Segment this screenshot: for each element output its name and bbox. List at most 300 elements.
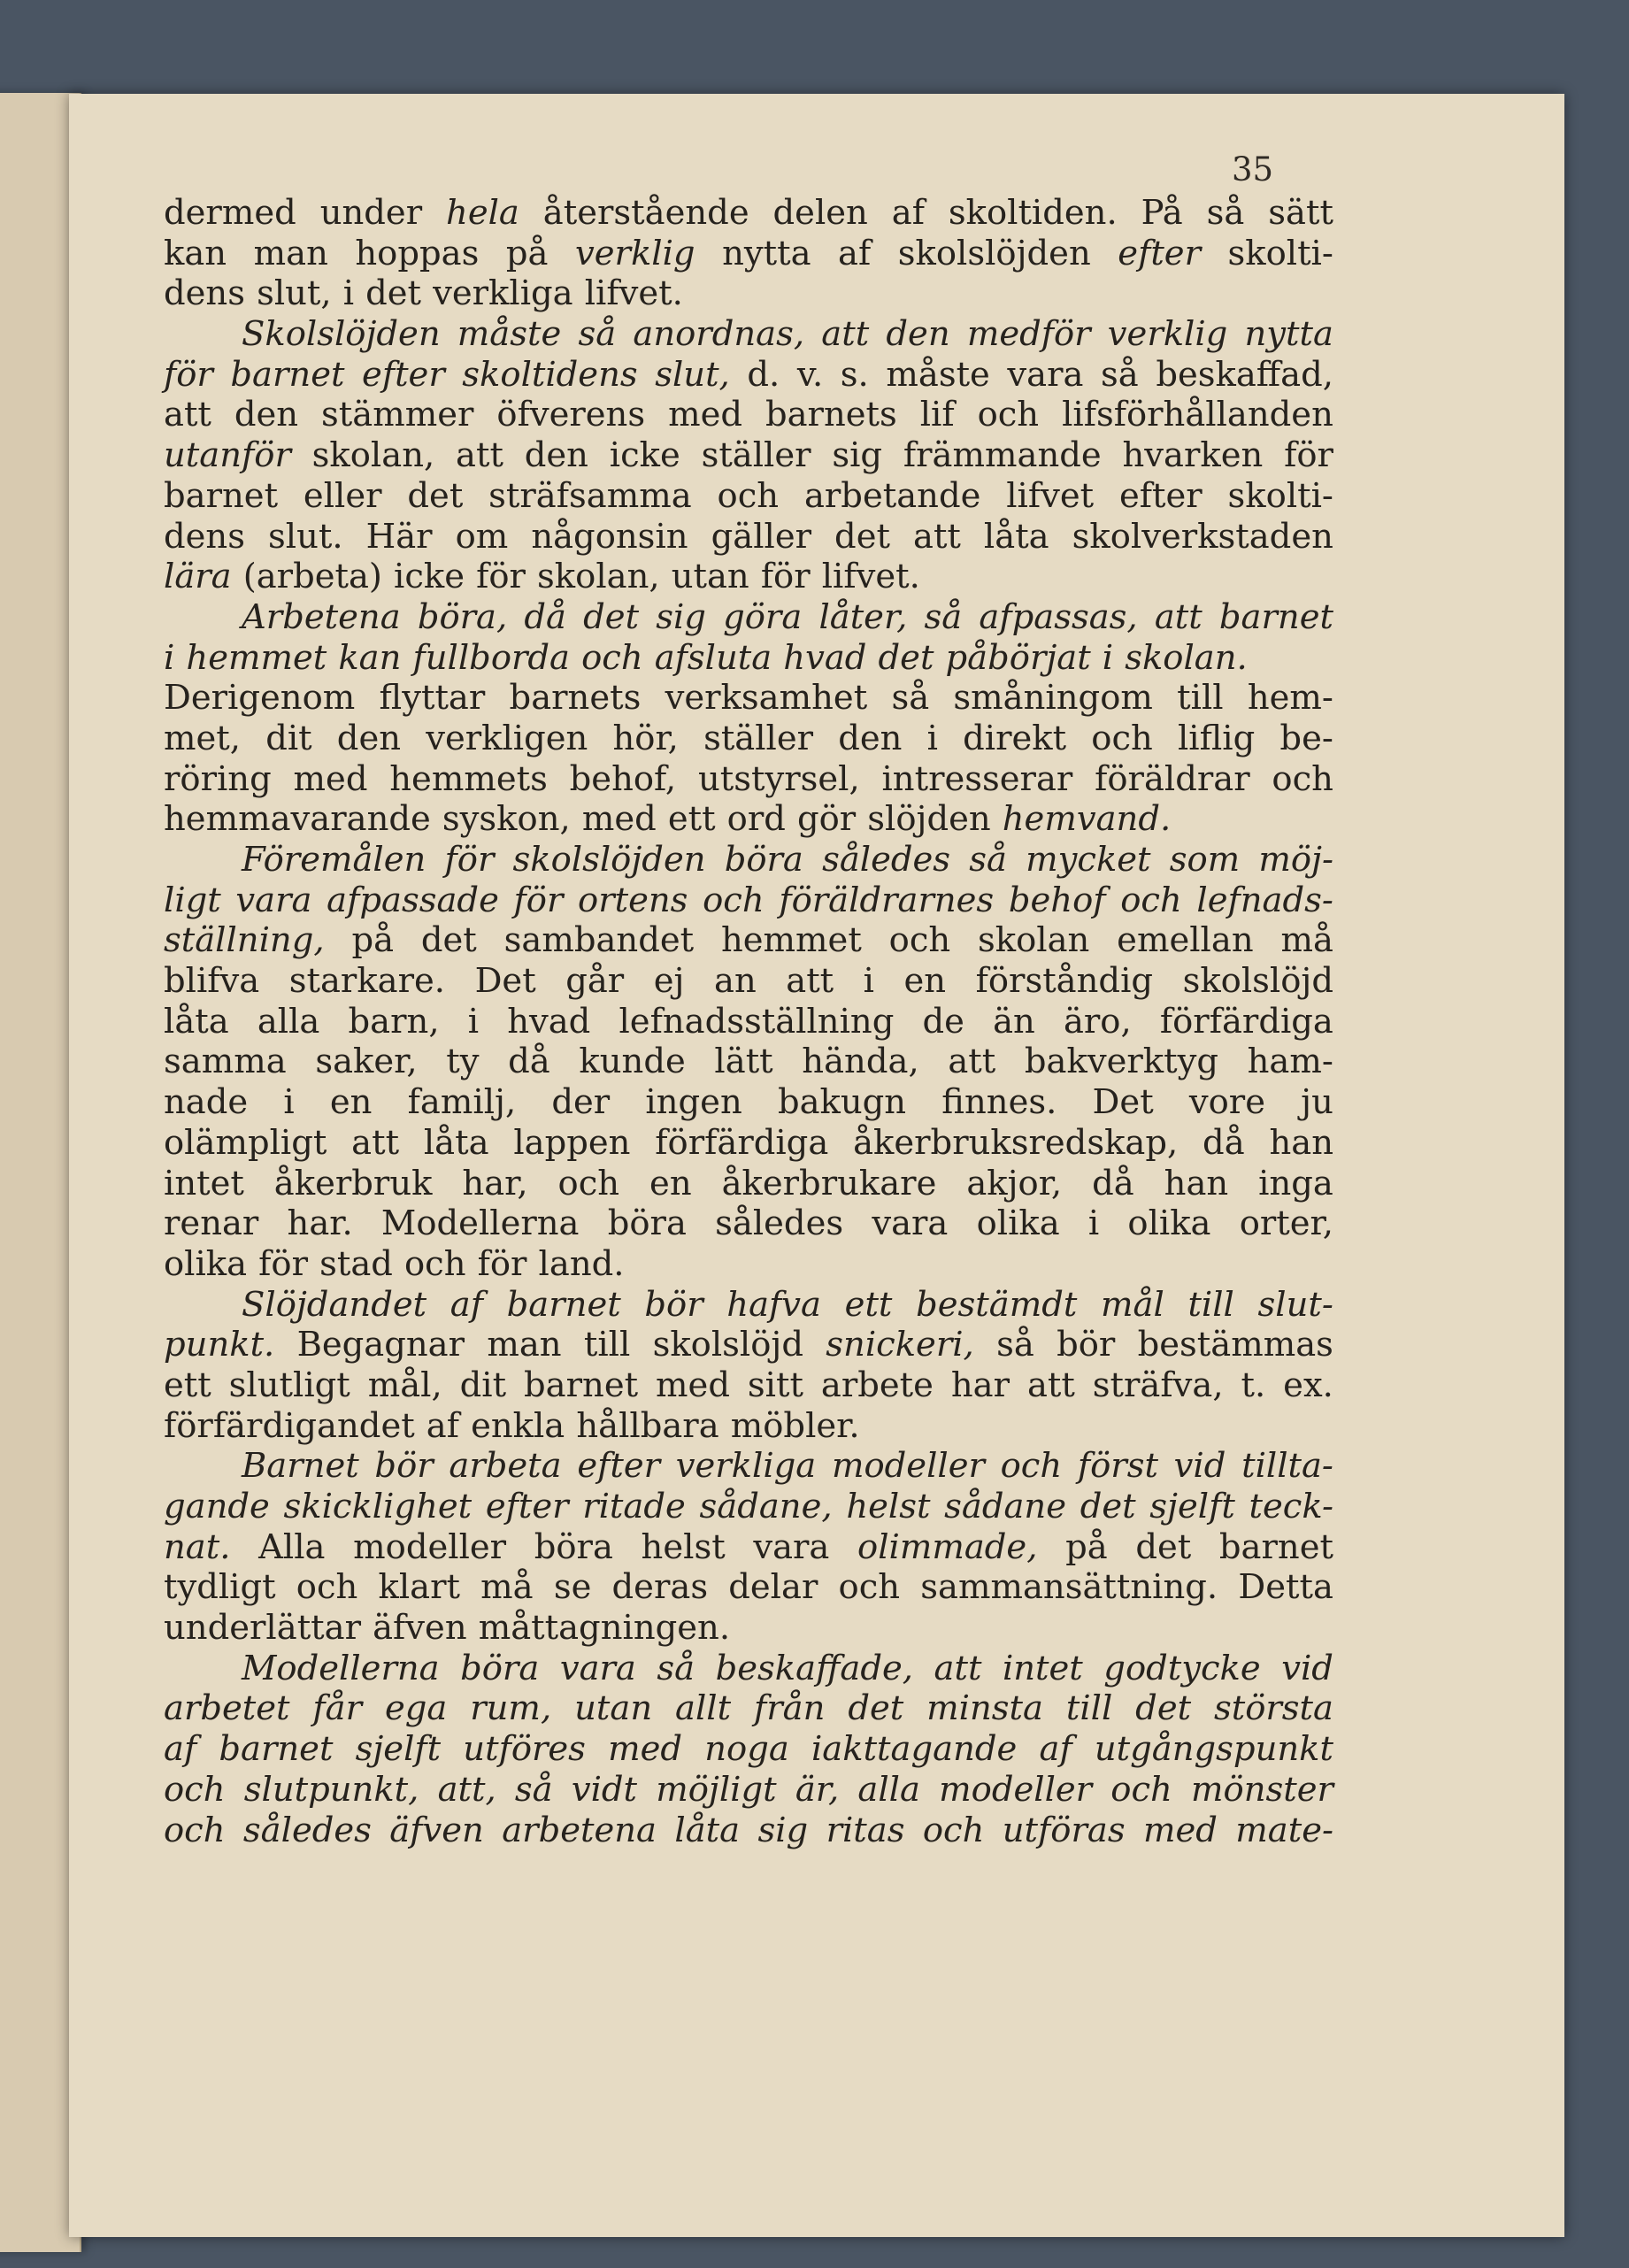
word: sig [832,435,883,476]
word: mål, [367,1365,442,1405]
word: lif [919,395,955,435]
text-line [164,1811,1333,1851]
word: den [838,718,903,758]
word: delar [728,1567,818,1608]
word: först [1077,1446,1158,1487]
word: skolslöjden [897,233,1091,273]
word: till [1065,1688,1113,1729]
word: som [1169,840,1241,880]
word: i [342,273,355,314]
word: skolti- [1227,233,1333,273]
word: helst [846,1487,931,1526]
word: är, [795,1769,840,1810]
word: skolverkstaden [1072,516,1333,557]
word: utföres [463,1729,586,1770]
word: äro, [1063,1001,1132,1042]
word: och [1110,1769,1172,1810]
word: bör [374,1446,434,1487]
text-line [164,557,1333,597]
word: familj, [407,1082,517,1123]
word: slut, [655,354,730,395]
word: modeller [353,1526,507,1567]
word: efter [1118,475,1203,516]
word: ortens [578,880,688,920]
text-line [164,719,1333,759]
word: emellan [1117,920,1254,961]
word: att [456,435,503,476]
word: sätt [1268,193,1333,233]
word: Slöjdandet [242,1284,427,1325]
word: dermed [164,193,296,233]
word: någonsin [531,516,688,557]
word: ega [384,1688,448,1729]
word: stämmer [321,395,474,435]
word: barnet [524,1365,639,1405]
word: sitt [747,1365,803,1405]
word: der [551,1082,611,1123]
word: tillta- [1241,1446,1333,1487]
word: mål [1101,1284,1164,1325]
text-line [164,1002,1333,1042]
word: samma [164,1042,287,1082]
word: ett [164,1365,211,1405]
word: slut. [268,516,343,557]
page-number: 35 [1232,150,1274,188]
word: och [164,1769,226,1810]
word: största [1213,1688,1333,1729]
word: ingen [645,1082,742,1123]
word: således [242,1810,372,1850]
word: i [1102,637,1114,678]
word: hemmavarande [164,799,431,840]
word: skolslöjd [1182,961,1333,1002]
word: minsta [926,1688,1043,1729]
word: sig [757,1810,809,1850]
text-line [164,961,1333,1002]
word: att, [437,1769,496,1810]
word: flyttar [379,678,486,719]
word: den [886,314,950,355]
word: blifva [164,961,260,1002]
word: hemmets [389,758,548,799]
word: för [1284,435,1333,476]
word: kan [164,233,227,273]
word: det [407,475,464,516]
text-line [164,395,1333,435]
word: verkligen [426,718,588,758]
text-line [164,1567,1333,1608]
word: arbetet [164,1688,290,1729]
text-line [164,314,1333,355]
word: nade [164,1082,249,1123]
word: således [715,1203,844,1244]
word: olika [1127,1203,1211,1244]
word: dens [164,516,245,557]
word: må [480,1567,534,1608]
word: så [891,678,930,719]
word: vidt [571,1769,638,1810]
word: för [477,1243,527,1284]
word: modeller [939,1769,1093,1810]
word: en [903,961,947,1002]
word: be- [1279,718,1333,758]
word: intet [1002,1648,1083,1688]
word: och [557,1163,620,1203]
word: öfverens [496,395,646,435]
word: d. [747,354,780,395]
text-line [164,1203,1333,1244]
word: bakugn [777,1082,907,1123]
word: stad [319,1243,393,1284]
word: sjelft [1149,1487,1235,1526]
text-line [164,435,1333,476]
word: met, [164,718,242,758]
word: böra [460,1648,540,1688]
word: verklig [575,233,695,273]
word: måttagningen. [478,1608,731,1649]
word: utgångspunkt [1094,1729,1333,1770]
word: påbörjat [945,637,1091,678]
word: skoltiden. [948,193,1118,233]
word: inga [1258,1163,1333,1203]
text-line [164,1164,1333,1204]
word: de [922,1001,964,1042]
word: så [924,596,963,637]
word: äfven [389,1810,484,1850]
word: åkerbrukare [721,1163,937,1203]
word: utan [671,557,749,597]
word: den [524,435,588,476]
word: lifvet. [821,557,920,597]
word: att [1026,1365,1075,1405]
word: hör, [612,718,679,758]
text-line [164,476,1333,517]
text-line [164,1325,1333,1365]
word: åkerbruksredskap, [853,1122,1179,1163]
word: t. [1241,1365,1266,1405]
word: af [450,1284,483,1325]
word: enkla [471,1405,565,1446]
word: hoppas [355,233,480,273]
word: ju [1301,1082,1333,1123]
word: och [404,1243,466,1284]
word: barn, [348,1001,440,1042]
word: i [926,718,938,758]
text-line [164,1729,1333,1770]
word: lappen [513,1122,631,1163]
word: arbeta [449,1446,562,1487]
word: hemmet [186,637,327,678]
word: möjligt [656,1769,777,1810]
word: dit [265,718,312,758]
word: hvarken [1122,435,1264,476]
word: intet [164,1163,244,1203]
word: under [319,193,423,233]
word: ställer [703,718,814,758]
word: icke [609,435,680,476]
word: gande [164,1487,270,1526]
word: lefnadsställning [619,1001,895,1042]
word: skolan. [1125,637,1248,678]
word: i [164,637,175,678]
word: ord [726,799,786,840]
word: slöjden [867,799,991,840]
word: till [1187,1284,1234,1325]
word: sådane, [699,1487,833,1526]
word: orter, [1239,1203,1333,1244]
word: Arbetena [242,596,401,637]
word: det [1080,1487,1136,1526]
word: med [293,758,368,799]
word: utan [574,1688,653,1729]
word: intresserar [881,758,1073,799]
word: gör [796,799,857,840]
word: skoltidens [462,354,638,395]
word: ett [844,1284,893,1325]
word: då [508,1042,550,1082]
word: af [1039,1729,1072,1770]
word: land. [538,1243,625,1284]
word: hållbara [576,1405,719,1446]
word: för [513,880,564,920]
word: Skolslöjden [242,314,441,355]
word: på [505,233,549,273]
word: mate- [1235,1810,1333,1850]
word: och [838,1567,901,1608]
word: från [754,1688,826,1729]
word: efter [1118,233,1201,273]
word: afpassade [327,880,499,920]
word: fullborda [412,637,571,678]
word: arbetande [803,475,981,516]
word: Barnet [242,1446,359,1487]
word: bör [644,1284,703,1325]
word: nytta [722,233,811,273]
word: och [581,637,643,678]
word: till [1177,678,1224,719]
word: Begagnar [296,1325,465,1365]
word: behof, [569,758,677,799]
text-line [164,1365,1333,1406]
text-line [164,1487,1333,1527]
word: må [1280,920,1333,961]
word: vid [1173,1446,1226,1487]
word: afsluta [654,637,772,678]
word: att [934,1648,982,1688]
word: för [760,557,811,597]
word: så [996,1325,1034,1365]
word: olämpligt [164,1122,327,1163]
word: att [164,395,211,435]
text-line [164,840,1333,880]
word: måste [457,314,562,355]
text-line [164,1082,1333,1123]
word: af [838,233,872,273]
word: göra [723,596,803,637]
word: teck- [1249,1487,1333,1526]
word: lära [164,557,232,597]
word: småningom [953,678,1153,719]
word: utföras [1002,1810,1126,1850]
text-line [164,1527,1333,1568]
word: kan [338,637,402,678]
word: på [1065,1526,1108,1567]
word: vid [1281,1648,1333,1688]
text-line [164,799,1333,840]
word: det [583,596,640,637]
word: Derigenom [164,678,356,719]
word: gäller [711,516,812,557]
word: skolslöjden [512,840,706,880]
word: till [583,1325,631,1365]
word: om [455,516,509,557]
text-line [164,234,1333,274]
word: ritade [582,1487,686,1526]
word: beskaffade, [715,1648,913,1688]
word: återstående [542,193,749,233]
word: det [834,516,890,557]
word: allt [675,1688,732,1729]
word: iakttagande [811,1729,1018,1770]
word: bör [1057,1325,1116,1365]
word: snickeri, [826,1325,974,1365]
word: bestämmas [1137,1325,1333,1365]
word: då [1203,1122,1245,1163]
word: af [891,193,925,233]
word: att [786,961,834,1002]
word: klart [378,1567,460,1608]
text-line [164,1123,1333,1164]
body-text [164,193,1333,1850]
word: det [878,637,934,678]
word: v. [796,354,824,395]
word: afpassas, [979,596,1138,637]
word: skolslöjd [652,1325,803,1365]
word: med [608,1729,683,1770]
word: nytta [1244,314,1333,355]
word: går [565,961,625,1002]
word: slutpunkt, [243,1769,419,1810]
word: förfärdigandet [164,1405,415,1446]
word: vara [872,1203,949,1244]
word: förfärdiga [655,1122,829,1163]
word: lätt [714,1042,773,1082]
word: att [1154,596,1203,637]
word: en [649,1163,692,1203]
word: barnet [219,1729,334,1770]
word: kunde [579,1042,686,1082]
word: modeller [831,1446,985,1487]
word: dit [459,1365,507,1405]
word: ej [653,961,685,1002]
word: lifsförhållanden [1062,395,1333,435]
text-line [164,678,1333,719]
word: nat. [164,1526,231,1567]
word: Här [365,516,433,557]
word: på [351,920,395,961]
word: dens [164,273,245,314]
word: det [420,920,477,961]
word: efter [485,1487,569,1526]
word: den [336,718,402,758]
word: då [1092,1163,1134,1203]
word: verkliga [675,1446,817,1487]
word: icke [394,557,465,597]
word: i [467,1001,480,1042]
word: vore [1188,1082,1265,1123]
word: hemvand. [1002,799,1172,840]
word: den [234,395,299,435]
word: an [713,961,757,1002]
word: ställer [701,435,811,476]
word: så [578,314,617,355]
word: han [1164,1163,1229,1203]
word: liflig [1177,718,1256,758]
word: akjor, [966,1163,1063,1203]
word: och [703,880,765,920]
word: vara [559,1648,636,1688]
word: lefnads- [1196,880,1333,920]
word: slutligt [228,1365,350,1405]
word: och [1091,718,1153,758]
word: vara [235,880,312,920]
word: barnet [1218,596,1333,637]
word: behof [1008,880,1106,920]
word: verklig [1107,314,1228,355]
word: sträfsamma [488,475,692,516]
word: arbete [820,1365,934,1405]
word: mönster [1191,1769,1333,1810]
word: punkt. [164,1325,275,1365]
word: möj- [1258,840,1333,880]
word: med [668,395,742,435]
text-line [164,638,1333,679]
word: då [524,596,566,637]
word: och [1120,880,1182,920]
text-line [164,193,1333,234]
word: böra, [417,596,508,637]
word: eller [303,475,382,516]
word: noga [704,1729,789,1770]
word: får [312,1688,363,1729]
word: skolan, [537,557,660,597]
word: Alla [258,1526,326,1567]
text-line [164,1285,1333,1326]
word: det [848,1688,904,1729]
word: arbetena [502,1810,657,1850]
word: och [888,920,951,961]
word: medför [966,314,1091,355]
word: föräldrarnes [779,880,995,920]
word: På [1141,193,1183,233]
word: bestämdt [916,1284,1078,1325]
word: det [1135,1526,1192,1567]
word: utanför [164,435,291,476]
word: hända, [802,1042,919,1082]
word: hafva [726,1284,821,1325]
word: möbler. [730,1405,860,1446]
word: Modellerna [380,1203,580,1244]
word: beskaffad, [1156,354,1333,395]
word: sambandet [503,920,695,961]
word: röring [164,758,272,799]
word: hvad [783,637,867,678]
word: att [351,1122,400,1163]
word: barnet [506,1284,621,1325]
text-line [164,880,1333,921]
word: med [1142,1810,1218,1850]
word: hvad [507,1001,591,1042]
